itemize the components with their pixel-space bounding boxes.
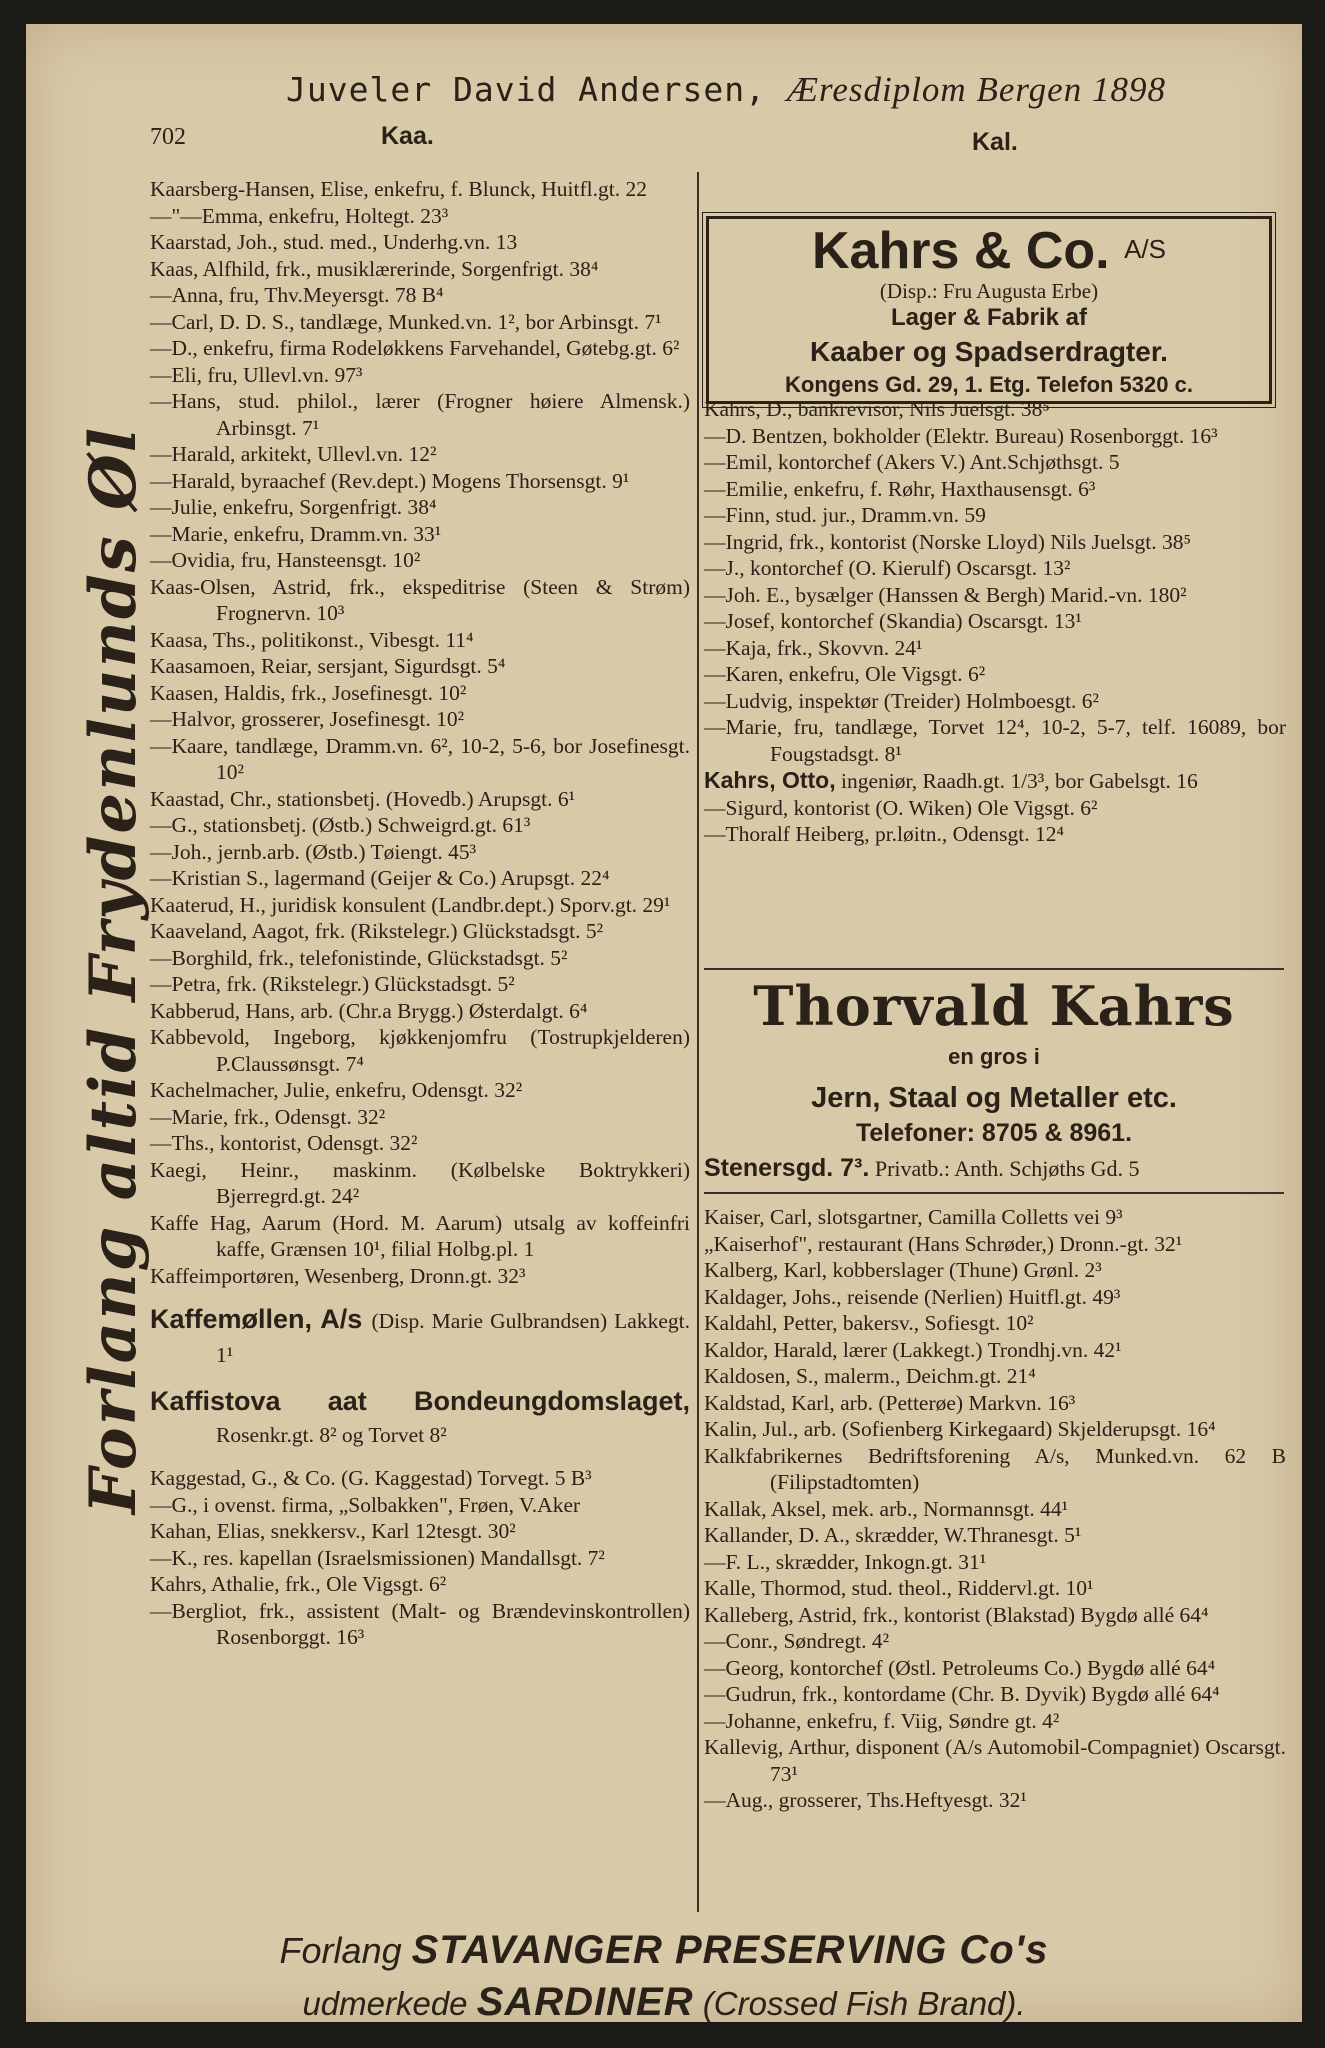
directory-entry: Kaggestad, G., & Co. (G. Kaggestad) Torvegt. 5 B³ — [150, 1466, 592, 1490]
directory-entry: —J., kontorchef (O. Kierulf) Oscarsgt. 13² — [704, 556, 1071, 580]
directory-entry: —Josef, kontorchef (Skandia) Oscarsgt. 13¹ — [704, 609, 1082, 633]
directory-entry: Kaffe Hag, Aarum (Hord. M. Aarum) utsalg av koffeinfri kaffe, Grænsen 10¹, filial Holbg.pl. 1 — [150, 1210, 690, 1261]
entry-kaffistova: Kaffistova aat Bondeungdomslaget, Rosenkr.gt. 8² og Torvet 8² — [150, 1386, 690, 1447]
directory-page — [26, 24, 1302, 2022]
directory-entry: —Harald, byraachef (Rev.dept.) Mogens Thorsensgt. 9¹ — [150, 468, 630, 493]
thorvald-ad-sub: en gros i — [948, 1044, 1040, 1069]
kahrs-ad-title: Kahrs & Co. A/S — [812, 222, 1166, 280]
directory-entry: Kalin, Jul., arb. (Sofienberg Kirkegaard) Skjelderupsgt. 16⁴ — [704, 1417, 1216, 1441]
directory-entry: —Thoralf Heiberg, pr.løitn., Odensgt. 12⁴ — [704, 822, 1064, 846]
column-divider — [697, 172, 699, 1912]
directory-entry: —Ludvig, inspektør (Treider) Holmboesgt. 6² — [704, 688, 1099, 713]
kahrs-co-advertisement — [706, 216, 1272, 404]
directory-entry: —Kaja, frk., Skovvn. 24¹ — [704, 635, 923, 660]
right-column — [704, 396, 1286, 848]
thorvald-ad-title: Thorvald Kahrs — [753, 974, 1235, 1038]
directory-entry: —Gudrun, frk., kontordame (Chr. B. Dyvik) Bygdø allé 64⁴ — [704, 1682, 1220, 1706]
ad-rule-bottom — [704, 1192, 1284, 1194]
directory-entry: —Emilie, enkefru, f. Røhr, Haxthausensgt. 6³ — [704, 476, 1096, 501]
kahrs-ad-line1: Lager & Fabrik af — [890, 304, 1088, 331]
directory-entry: —Carl, D. D. S., tandlæge, Munked.vn. 1², bor Arbinsgt. 7¹ — [150, 309, 662, 334]
directory-entry: —Marie, fru, tandlæge, Torvet 12⁴, 10-2, 5-7, telf. 16089, bor Fougstadsgt. 8¹ — [704, 715, 1286, 766]
directory-entry: —Johanne, enkefru, f. Viig, Søndre gt. 4² — [704, 1708, 1060, 1733]
kahrs-ad-disp: (Disp.: Fru Augusta Erbe) — [879, 279, 1099, 303]
directory-entry: Kaegi, Heinr., maskinm. (Kølbelske Boktrykkeri) Bjerregrd.gt. 24² — [150, 1157, 690, 1208]
right-entries-2 — [704, 1204, 1286, 1814]
header-advertisement — [186, 70, 1266, 110]
thorvald-ad-line2: Telefoner: 8705 & 8961. — [855, 1119, 1133, 1147]
directory-entry: —Sigurd, kontorist (O. Wiken) Ole Vigsgt. 6² — [704, 795, 1098, 820]
directory-entry: —Ingrid, frk., kontorist (Norske Lloyd) Nils Juelsgt. 38⁵ — [704, 529, 1192, 554]
directory-entry: —Eli, fru, Ullevl.vn. 97³ — [150, 362, 363, 387]
right-entries — [704, 396, 1286, 767]
kahrs-ad-line3: Kongens Gd. 29, 1. Etg. Telefon 5320 c. — [785, 372, 1193, 397]
left-column — [150, 176, 690, 1651]
keyword-right: Kal. — [972, 128, 1018, 156]
directory-entry: Kahrs, D., bankrevisor, Nils Juelsgt. 38⁵ — [704, 397, 1050, 421]
directory-entry: Kallevig, Arthur, disponent (A/s Automobil-Compagniet) Oscarsgt. 73¹ — [704, 1735, 1286, 1786]
directory-entry: Kalkfabrikernes Bedriftsforening A/s, Munked.vn. 62 B (Filipstadtomten) — [704, 1443, 1286, 1494]
directory-entry: —Joh. E., bysælger (Hanssen & Bergh) Marid.-vn. 180² — [704, 582, 1187, 607]
directory-entry: —Ths., kontorist, Odensgt. 32² — [150, 1131, 418, 1155]
directory-entry: —Marie, enkefru, Dramm.vn. 33¹ — [150, 521, 442, 546]
directory-entry: —Conr., Søndregt. 4² — [704, 1629, 890, 1653]
directory-entry: Kaiser, Carl, slotsgartner, Camilla Colletts vei 9³ — [704, 1205, 1123, 1229]
directory-entry: Kaastad, Chr., stationsbetj. (Hovedb.) Arupsgt. 6¹ — [150, 786, 576, 811]
directory-entry: Kalleberg, Astrid, frk., kontorist (Blakstad) Bygdø allé 64⁴ — [704, 1602, 1209, 1627]
directory-entry: —Borghild, frk., telefonistinde, Glückstadsgt. 5² — [150, 945, 568, 970]
directory-entry: Kahan, Elias, snekkersv., Karl 12tesgt. 30² — [150, 1519, 516, 1543]
right-entries-b — [704, 795, 1286, 848]
directory-entry: —Petra, frk. (Rikstelegr.) Glückstadsgt. 5² — [150, 972, 515, 996]
entry-kahrs-otto: Kahrs, Otto, ingeniør, Raadh.gt. 1/3³, bor Gabelsgt. 16 — [704, 767, 1198, 793]
directory-entry: Kaaveland, Aagot, frk. (Rikstelegr.) Glückstadsgt. 5² — [150, 919, 604, 943]
directory-entry: —Kristian S., lagermand (Geijer & Co.) Arupsgt. 22⁴ — [150, 866, 610, 890]
directory-entry: Kaasa, Ths., politikonst., Vibesgt. 11⁴ — [150, 627, 474, 652]
directory-entry: Kallander, D. A., skrædder, W.Thranesgt. 5¹ — [704, 1523, 1082, 1547]
directory-entry: Kaffeimportøren, Wesenberg, Dronn.gt. 32³ — [150, 1263, 526, 1288]
header-ad-main: Juveler David Andersen, — [286, 70, 766, 109]
directory-entry: Kaldager, Johs., reisende (Nerlien) Huitfl.gt. 49³ — [704, 1284, 1121, 1309]
directory-entry: —Harald, arkitekt, Ullevl.vn. 12² — [150, 442, 437, 466]
directory-entry: —Finn, stud. jur., Dramm.vn. 59 — [704, 503, 986, 527]
directory-entry: —Julie, enkefru, Sorgenfrigt. 38⁴ — [150, 495, 437, 519]
directory-entry: —Aug., grosserer, Ths.Heftyesgt. 32¹ — [704, 1788, 1027, 1812]
directory-entry: Kahrs, Athalie, frk., Ole Vigsgt. 6² — [150, 1572, 447, 1596]
directory-entry: —Emil, kontorchef (Akers V.) Ant.Schjøthsgt. 5 — [704, 450, 1120, 474]
directory-entry: —Georg, kontorchef (Østl. Petroleums Co.) Bygdø allé 64⁴ — [704, 1655, 1216, 1680]
directory-entry: —Karen, enkefru, Ole Vigsgt. 6² — [704, 662, 986, 686]
directory-entry: —Hans, stud. philol., lærer (Frogner høiere Almensk.) Arbinsgt. 7¹ — [150, 389, 690, 440]
directory-entry: —Bergliot, frk., assistent (Malt- og Brændevinskontrollen) Rosenborggt. 16³ — [150, 1598, 690, 1649]
ad-rule-top — [704, 968, 1284, 970]
directory-entry: Kaldstad, Karl, arb. (Petterøe) Markvn. 16³ — [704, 1390, 1076, 1415]
directory-entry: Kaarstad, Joh., stud. med., Underhg.vn. 13 — [150, 230, 518, 254]
directory-entry: Kaasamoen, Reiar, sersjant, Sigurdsgt. 5⁴ — [150, 654, 506, 678]
directory-entry: —F. L., skrædder, Inkogn.gt. 31¹ — [704, 1549, 987, 1574]
left-entries — [150, 176, 690, 1289]
directory-entry: Kabbevold, Ingeborg, kjøkkenjomfru (Tostrupkjelderen) P.Claussønsgt. 7⁴ — [150, 1025, 690, 1076]
directory-entry: —Marie, frk., Odensgt. 32² — [150, 1104, 386, 1129]
entry-kaffemollen: Kaffemøllen, A/s (Disp. Marie Gulbrandsen) Lakkegt. 1¹ — [150, 1304, 690, 1367]
directory-entry: —K., res. kapellan (Israelsmissionen) Mandallsgt. 7² — [150, 1545, 605, 1570]
directory-entry: Kaldosen, S., malerm., Deichm.gt. 21⁴ — [704, 1364, 1036, 1388]
directory-entry: —D. Bentzen, bokholder (Elektr. Bureau) Rosenborggt. 16³ — [704, 423, 1218, 448]
footer-line1: Forlang STAVANGER PRESERVING Co's — [279, 1928, 1049, 1972]
thorvald-kahrs-advertisement — [704, 974, 1284, 1183]
directory-entry: Kallak, Aksel, mek. arb., Normannsgt. 44¹ — [704, 1496, 1069, 1521]
directory-entry: Kaldor, Harald, lærer (Lakkegt.) Trondhj.vn. 42¹ — [704, 1337, 1122, 1362]
thorvald-ad-line3: Stenersgd. 7³. Privatb.: Anth. Schjøths Gd. 5 — [704, 1154, 1140, 1182]
vertical-advertisement: Forlang altid Frydenlunds Øl — [76, 425, 151, 1514]
directory-entry: —Kaare, tandlæge, Dramm.vn. 6², 10-2, 5-6, bor Josefinesgt. 10² — [150, 733, 690, 784]
right-column-2 — [704, 1204, 1286, 1814]
directory-entry: Kachelmacher, Julie, enkefru, Odensgt. 32² — [150, 1078, 523, 1102]
page-number: 702 — [150, 124, 186, 150]
directory-entry: —Ovidia, fru, Hansteensgt. 10² — [150, 548, 421, 572]
header-ad-italic: Æresdiplom Bergen 1898 — [786, 70, 1166, 109]
directory-entry: Kaas-Olsen, Astrid, frk., ekspeditrise (Steen & Strøm) Frognervn. 10³ — [150, 574, 690, 625]
directory-entry: Kabberud, Hans, arb. (Chr.a Brygg.) Østerdalgt. 6⁴ — [150, 998, 588, 1023]
directory-entry: —"—Emma, enkefru, Holtegt. 23³ — [150, 203, 449, 228]
directory-entry: Kalberg, Karl, kobberslager (Thune) Grønl. 2³ — [704, 1258, 1102, 1282]
directory-entry: —G., stationsbetj. (Østb.) Schweigrd.gt. 61³ — [150, 813, 531, 837]
directory-entry: —Halvor, grosserer, Josefinesgt. 10² — [150, 707, 465, 731]
directory-entry: —G., i ovenst. firma, „Solbakken", Frøen, V.Aker — [150, 1492, 581, 1517]
directory-entry: —D., enkefru, firma Rodeløkkens Farvehandel, Gøtebg.gt. 6² — [150, 336, 680, 360]
directory-entry: —Joh., jernb.arb. (Østb.) Tøiengt. 45³ — [150, 839, 477, 864]
directory-entry: „Kaiserhof", restaurant (Hans Schrøder,) Dronn.-gt. 32¹ — [704, 1231, 1183, 1256]
left-entries-2 — [150, 1465, 690, 1651]
directory-entry: Kaaterud, H., juridisk konsulent (Landbr.dept.) Sporv.gt. 29¹ — [150, 892, 671, 917]
footer-line2: udmerkede SARDINER (Crossed Fish Brand). — [302, 1980, 1026, 2022]
keyword-left: Kaa. — [381, 122, 434, 150]
thorvald-ad-line1: Jern, Staal og Metaller etc. — [811, 1082, 1177, 1114]
directory-entry: Kaldahl, Petter, bakersv., Sofiesgt. 10² — [704, 1311, 1034, 1335]
directory-entry: Kaasen, Haldis, frk., Josefinesgt. 10² — [150, 680, 467, 705]
directory-entry: Kaarsberg-Hansen, Elise, enkefru, f. Blunck, Huitfl.gt. 22 — [150, 177, 647, 201]
directory-entry: —Anna, fru, Thv.Meyersgt. 78 B⁴ — [150, 283, 444, 307]
directory-entry: Kaas, Alfhild, frk., musiklærerinde, Sorgenfrigt. 38⁴ — [150, 256, 599, 281]
kahrs-ad-line2: Kaaber og Spadserdragter. — [810, 336, 1168, 367]
directory-entry: Kalle, Thormod, stud. theol., Riddervl.gt. 10¹ — [704, 1576, 1094, 1600]
